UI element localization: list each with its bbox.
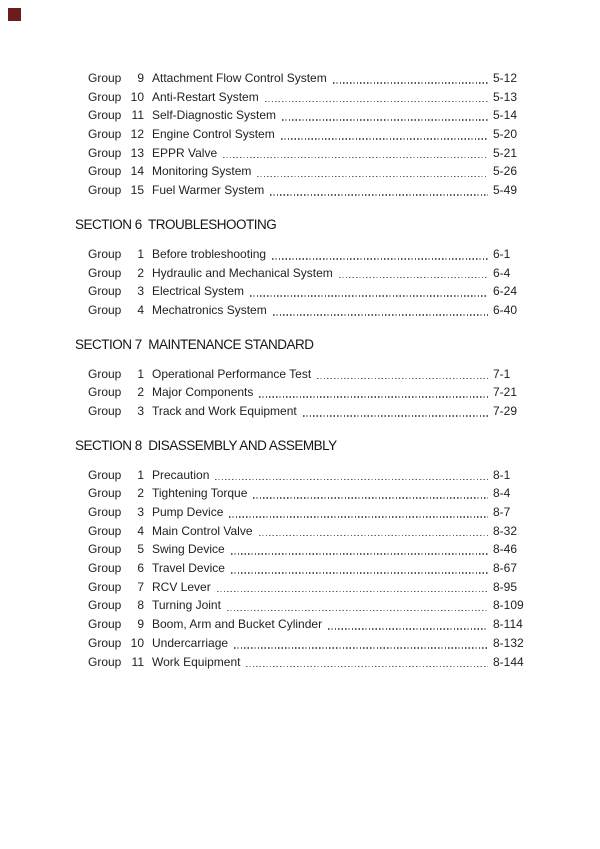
group-label: Group — [88, 246, 122, 261]
group-label: Group — [88, 505, 122, 519]
section-heading: SECTION 8 DISASSEMBLY AND ASSEMBLY — [75, 437, 337, 453]
group-title: Main Control Valve — [152, 523, 253, 538]
page-number: 5-21 — [493, 145, 518, 160]
group-label: Group — [88, 635, 122, 650]
page-number: 6-24 — [493, 284, 518, 299]
toc-row — [88, 144, 530, 163]
group-title: Work Equipment — [152, 654, 241, 669]
toc-row — [88, 503, 530, 522]
group-number: 5 — [137, 542, 144, 557]
group-number: 15 — [130, 183, 144, 198]
page-number: 8-46 — [493, 542, 518, 557]
group-number: 1 — [137, 246, 144, 261]
group-title: Attachment Flow Control System — [152, 71, 327, 85]
toc — [75, 69, 530, 671]
toc-row — [88, 69, 530, 88]
page-number: 5-14 — [493, 108, 518, 123]
group-label: Group — [88, 542, 122, 557]
group-title: Fuel Warmer System — [152, 183, 265, 198]
section-heading: SECTION 6 TROUBLESHOOTING — [75, 216, 277, 232]
dot-leader — [231, 553, 488, 555]
group-number: 10 — [130, 89, 144, 104]
group-number: 13 — [130, 145, 144, 160]
page-number: 5-20 — [493, 127, 518, 142]
group-number: 3 — [137, 403, 144, 418]
group-label: Group — [88, 89, 122, 104]
dot-leader — [250, 295, 488, 297]
toc-section — [75, 215, 530, 320]
dot-leader — [328, 628, 488, 630]
toc-row — [88, 282, 530, 301]
group-number: 4 — [137, 302, 144, 317]
page-number: 5-13 — [493, 89, 518, 104]
group-number: 2 — [137, 486, 144, 501]
group-title: Electrical System — [152, 284, 245, 299]
page-number: 8-114 — [493, 617, 523, 632]
group-title: Mechatronics System — [152, 302, 267, 317]
dot-leader — [333, 82, 488, 84]
group-label: Group — [88, 265, 122, 280]
group-label: Group — [88, 654, 122, 669]
group-list — [88, 365, 530, 421]
group-title: Self-Diagnostic System — [152, 108, 277, 123]
toc-row — [88, 634, 530, 653]
group-title: EPPR Valve — [152, 145, 218, 160]
toc-row — [88, 653, 530, 672]
page-number: 8-7 — [493, 505, 511, 519]
group-list — [88, 69, 530, 200]
group-label: Group — [88, 183, 122, 198]
page-number: 8-95 — [493, 579, 518, 594]
group-title: Tightening Torque — [152, 486, 248, 501]
group-title: Boom, Arm and Bucket Cylinder — [152, 617, 323, 632]
group-number: 8 — [137, 598, 144, 613]
toc-row — [88, 540, 530, 559]
section-heading: SECTION 7 MAINTENANCE STANDARD — [75, 336, 314, 352]
toc-row — [88, 125, 530, 144]
group-label: Group — [88, 598, 122, 613]
group-number: 4 — [137, 523, 144, 538]
group-label: Group — [88, 579, 122, 594]
page-number: 8-67 — [493, 561, 518, 576]
toc-row — [88, 301, 530, 320]
toc-row — [88, 484, 530, 503]
toc-row — [88, 596, 530, 615]
group-title: Anti-Restart System — [152, 89, 259, 104]
toc-row — [88, 106, 530, 125]
group-title: Undercarriage — [152, 635, 229, 650]
page-number: 8-1 — [493, 467, 511, 482]
group-label: Group — [88, 617, 122, 632]
group-number: 1 — [137, 366, 144, 381]
group-number: 9 — [137, 617, 144, 632]
group-number: 1 — [137, 467, 144, 482]
toc-row — [88, 522, 530, 541]
dot-leader — [282, 119, 488, 121]
group-label: Group — [88, 108, 122, 123]
group-title: Track and Work Equipment — [152, 403, 297, 418]
toc-row — [88, 559, 530, 578]
toc-row — [88, 615, 530, 634]
group-number: 9 — [137, 71, 144, 85]
group-number: 6 — [137, 561, 144, 576]
group-number: 11 — [131, 108, 144, 123]
group-title: Swing Device — [152, 542, 225, 557]
toc-row — [88, 466, 530, 485]
group-number: 3 — [137, 505, 144, 519]
dot-leader — [231, 572, 488, 574]
group-label: Group — [88, 467, 122, 482]
group-title: Engine Control System — [152, 127, 275, 142]
group-label: Group — [88, 127, 122, 142]
toc-row — [88, 264, 530, 283]
group-number: 14 — [130, 164, 144, 179]
group-title: RCV Lever — [152, 579, 211, 594]
page-number: 8-144 — [493, 654, 524, 669]
dot-leader — [215, 479, 488, 481]
group-label: Group — [88, 164, 122, 179]
group-title: Before trobleshooting — [152, 246, 267, 261]
dot-leader — [234, 647, 488, 649]
group-title: Travel Device — [152, 561, 225, 576]
toc-section — [75, 335, 530, 421]
dot-leader — [303, 415, 488, 417]
group-label: Group — [88, 523, 122, 538]
group-title: Monitoring System — [152, 164, 252, 179]
toc-row — [88, 383, 530, 402]
dot-leader — [339, 277, 488, 279]
toc-row — [88, 162, 530, 181]
group-label: Group — [88, 302, 122, 317]
group-number: 11 — [131, 654, 144, 669]
dot-leader — [281, 138, 488, 140]
page-number: 5-26 — [493, 164, 518, 179]
group-number: 12 — [130, 127, 144, 142]
page-number: 7-1 — [493, 366, 511, 381]
group-label: Group — [88, 385, 122, 400]
page-number: 8-32 — [493, 523, 518, 538]
dot-leader — [273, 314, 488, 316]
dot-leader — [265, 101, 488, 103]
dot-leader — [317, 378, 488, 380]
group-label: Group — [88, 71, 122, 85]
dot-leader — [217, 591, 488, 593]
dot-leader — [272, 258, 488, 260]
group-list — [88, 245, 530, 320]
group-number: 7 — [137, 579, 144, 594]
dot-leader — [257, 176, 488, 178]
page-number: 8-4 — [493, 486, 511, 501]
group-label: Group — [88, 366, 122, 381]
toc-row — [88, 181, 530, 200]
group-title: Turning Joint — [152, 598, 221, 613]
dot-leader — [253, 497, 488, 499]
dot-leader — [223, 157, 488, 159]
page-number: 8-132 — [493, 635, 524, 650]
page-number: 7-21 — [493, 385, 518, 400]
dot-leader — [246, 666, 488, 668]
toc-row — [88, 245, 530, 264]
group-label: Group — [88, 403, 122, 418]
group-title: Major Components — [152, 385, 254, 400]
toc-row — [88, 365, 530, 384]
dot-leader — [259, 535, 489, 537]
group-title: Hydraulic and Mechanical System — [152, 265, 333, 280]
group-title: Pump Device — [152, 505, 224, 519]
page-number: 5-12 — [493, 71, 518, 85]
page-number: 8-109 — [493, 598, 524, 613]
page-number: 5-49 — [493, 183, 518, 198]
page-number: 6-40 — [493, 302, 518, 317]
dot-leader — [259, 396, 488, 398]
group-number: 10 — [130, 635, 144, 650]
page-number: 7-29 — [493, 403, 518, 418]
toc-section — [75, 69, 530, 200]
dot-leader — [229, 516, 488, 518]
group-title: Operational Performance Test — [152, 366, 312, 381]
toc-row — [88, 578, 530, 597]
group-title: Precaution — [152, 467, 210, 482]
group-label: Group — [88, 284, 122, 299]
group-label: Group — [88, 561, 122, 576]
dot-leader — [270, 194, 488, 196]
group-number: 3 — [137, 284, 144, 299]
group-label: Group — [88, 145, 122, 160]
group-label: Group — [88, 486, 122, 501]
group-number: 2 — [137, 385, 144, 400]
group-number: 2 — [137, 265, 144, 280]
toc-row — [88, 88, 530, 107]
red-corner-mark — [8, 8, 21, 21]
group-list — [88, 466, 530, 672]
dot-leader — [227, 610, 488, 612]
toc-row — [88, 402, 530, 421]
page-number: 6-4 — [493, 265, 511, 280]
page-number: 6-1 — [493, 246, 511, 261]
toc-section — [75, 436, 530, 672]
